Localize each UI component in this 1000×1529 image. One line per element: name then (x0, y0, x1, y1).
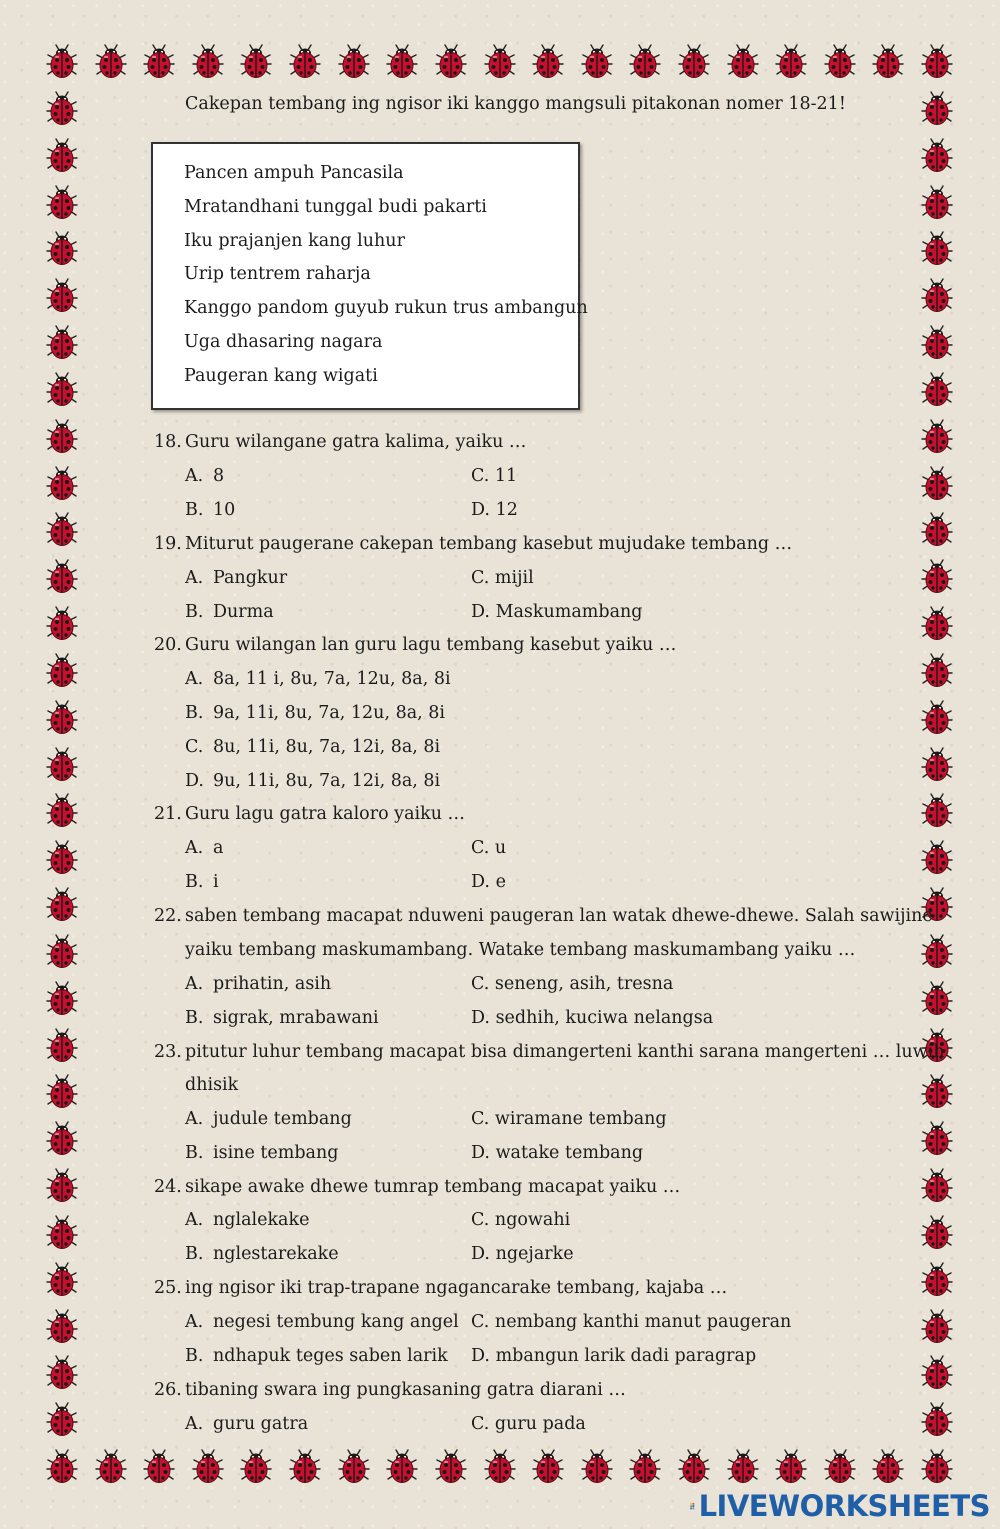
option-a[interactable]: a (213, 838, 224, 858)
option-d[interactable]: 9u, 11i, 8u, 7a, 12i, 8a, 8i (213, 771, 441, 791)
option-a[interactable]: judule tembang (213, 1109, 352, 1129)
option-c[interactable]: C. ngowahi (471, 1210, 571, 1230)
option-a[interactable]: 8 (213, 466, 225, 486)
question-text: Guru lagu gatra kaloro yaiku … (185, 804, 466, 824)
option-c[interactable]: C. 11 (471, 466, 518, 486)
option-b[interactable]: ndhapuk teges saben larik (213, 1346, 448, 1366)
option-b[interactable]: isine tembang (213, 1143, 339, 1163)
option-letter[interactable]: B. (185, 1244, 204, 1264)
option-a[interactable]: Pangkur (213, 568, 288, 588)
question-number: 23. (154, 1042, 182, 1062)
question-text: dhisik (185, 1075, 239, 1095)
option-d[interactable]: D. mbangun larik dadi paragrap (471, 1346, 757, 1366)
option-d[interactable]: D. Maskumambang (471, 602, 643, 622)
question-number: 21. (154, 804, 182, 824)
logo-text: LIVEWORKSHEETS (698, 1489, 990, 1523)
question-number: 20. (154, 635, 182, 655)
question-number: 19. (154, 534, 182, 554)
poem-line: Mratandhani tunggal budi pakarti (184, 197, 487, 217)
option-letter[interactable]: A. (185, 1210, 204, 1230)
liveworksheets-logo[interactable] (690, 1488, 990, 1524)
option-letter[interactable]: B. (185, 602, 204, 622)
intro-instruction: Cakepan tembang ing ngisor iki kanggo mangsuli pitakonan nomer 18-21! (185, 94, 846, 114)
option-letter[interactable]: A. (185, 838, 204, 858)
option-d[interactable]: D. e (471, 872, 506, 892)
option-a[interactable]: 8a, 11 i, 8u, 7a, 12u, 8a, 8i (213, 669, 451, 689)
poem-line: Pancen ampuh Pancasila (184, 163, 404, 183)
option-letter[interactable]: A. (185, 466, 204, 486)
liveworksheets-logo-icon (690, 1492, 697, 1520)
question-number: 26. (154, 1380, 182, 1400)
option-a[interactable]: negesi tembung kang angel (213, 1312, 459, 1332)
option-letter[interactable]: B. (185, 872, 204, 892)
question-number: 25. (154, 1278, 182, 1298)
option-c[interactable]: C. wiramane tembang (471, 1109, 667, 1129)
question-number: 22. (154, 906, 182, 926)
question-number: 24. (154, 1177, 182, 1197)
option-a[interactable]: guru gatra (213, 1414, 309, 1434)
option-a[interactable]: prihatin, asih (213, 974, 332, 994)
option-letter[interactable]: B. (185, 1143, 204, 1163)
poem-line: Paugeran kang wigati (184, 366, 378, 386)
option-letter[interactable]: B. (185, 1346, 204, 1366)
option-a[interactable]: nglalekake (213, 1210, 310, 1230)
question-text: yaiku tembang maskumambang. Watake tembang maskumambang yaiku … (185, 940, 856, 960)
option-c[interactable]: 8u, 11i, 8u, 7a, 12i, 8a, 8i (213, 737, 441, 757)
question-number: 18. (154, 432, 182, 452)
option-c[interactable]: C. seneng, asih, tresna (471, 974, 674, 994)
question-text: sikape awake dhewe tumrap tembang macapat yaiku … (185, 1177, 681, 1197)
question-text: pitutur luhur tembang macapat bisa dimangerteni kanthi sarana mangerteni … luwih (185, 1042, 945, 1062)
option-letter[interactable]: B. (185, 1008, 204, 1028)
option-letter[interactable]: A. (185, 1414, 204, 1434)
option-letter[interactable]: A. (185, 974, 204, 994)
option-letter[interactable]: A. (185, 1312, 204, 1332)
poem-line: Uga dhasaring nagara (184, 332, 383, 352)
option-letter[interactable]: A. (185, 568, 204, 588)
option-letter[interactable]: C. (185, 737, 204, 757)
question-text: Guru wilangan lan guru lagu tembang kasebut yaiku … (185, 635, 677, 655)
option-letter[interactable]: A. (185, 669, 204, 689)
option-letter[interactable]: D. (185, 771, 204, 791)
question-text: saben tembang macapat nduweni paugeran lan watak dhewe-dhewe. Salah sawijine (185, 906, 933, 926)
option-b[interactable]: nglestarekake (213, 1244, 339, 1264)
option-c[interactable]: C. u (471, 838, 507, 858)
poem-line: Iku prajanjen kang luhur (184, 231, 405, 251)
option-d[interactable]: D. sedhih, kuciwa nelangsa (471, 1008, 714, 1028)
poem-line: Urip tentrem raharja (184, 264, 371, 284)
option-d[interactable]: D. 12 (471, 500, 518, 520)
option-c[interactable]: C. guru pada (471, 1414, 586, 1434)
question-text: Guru wilangane gatra kalima, yaiku … (185, 432, 527, 452)
question-text: tibaning swara ing pungkasaning gatra diarani … (185, 1380, 626, 1400)
option-d[interactable]: D. ngejarke (471, 1244, 574, 1264)
option-b[interactable]: Durma (213, 602, 274, 622)
option-c[interactable]: C. nembang kanthi manut paugeran (471, 1312, 792, 1332)
option-letter[interactable]: A. (185, 1109, 204, 1129)
question-text: ing ngisor iki trap-trapane ngagancarake tembang, kajaba … (185, 1278, 728, 1298)
option-b[interactable]: 10 (213, 500, 236, 520)
option-c[interactable]: C. mijil (471, 568, 534, 588)
poem-line: Kanggo pandom guyub rukun trus ambangun (184, 298, 588, 318)
option-b[interactable]: sigrak, mrabawani (213, 1008, 379, 1028)
option-b[interactable]: i (213, 872, 219, 892)
option-d[interactable]: D. watake tembang (471, 1143, 644, 1163)
option-letter[interactable]: B. (185, 500, 204, 520)
option-b[interactable]: 9a, 11i, 8u, 7a, 12u, 8a, 8i (213, 703, 445, 723)
poem-box (151, 142, 588, 410)
question-text: Miturut paugerane cakepan tembang kasebut mujudake tembang … (185, 534, 793, 554)
option-letter[interactable]: B. (185, 703, 204, 723)
